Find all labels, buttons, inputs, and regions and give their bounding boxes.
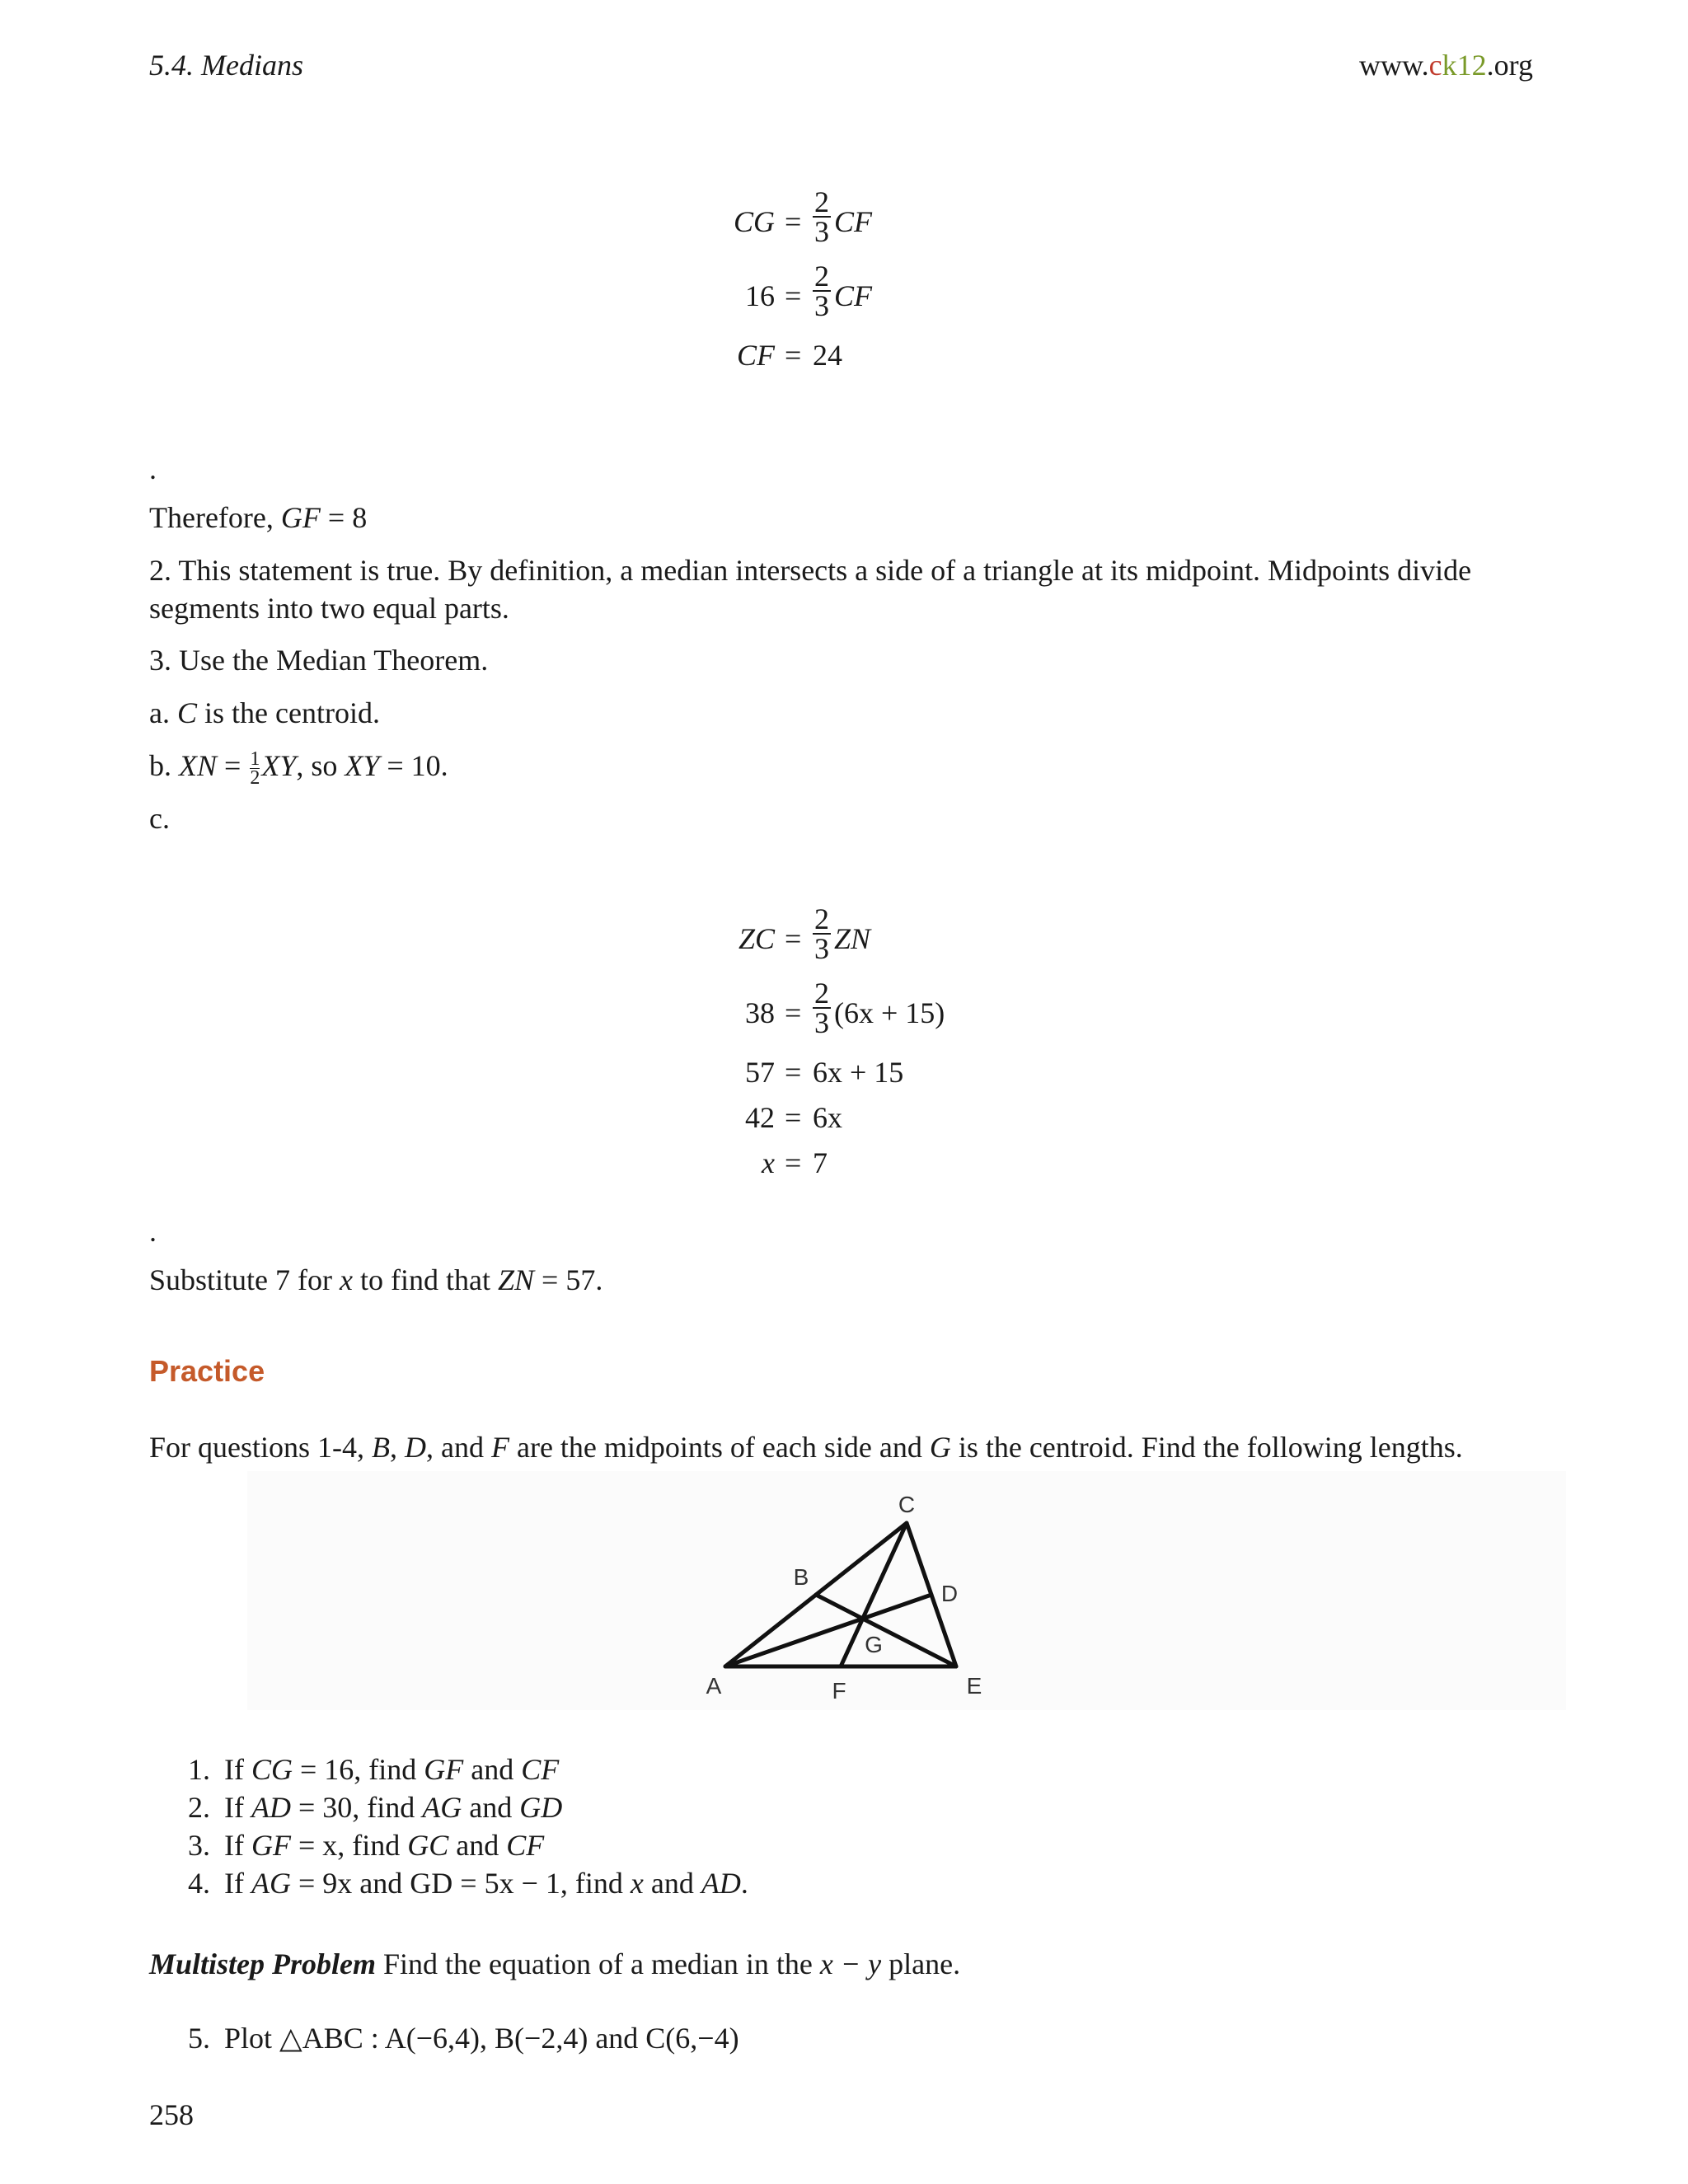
- page-number: 258: [149, 2098, 194, 2131]
- triangle-figure: [247, 1471, 1566, 1710]
- point-label-b: B: [793, 1564, 809, 1590]
- eq1-row1-rhs: CF: [834, 205, 873, 238]
- eq2-row4-rhs: 6x: [813, 1101, 842, 1134]
- eq1-row1-fraction: $\frac{2}{3}$: [814, 185, 829, 248]
- eq2-row1-equals: =: [785, 922, 802, 955]
- eq2-row2-equals: =: [785, 996, 802, 1029]
- substitute-line: Substitute 7 for x to find that ZN = 57.: [149, 1263, 603, 1296]
- practice-heading: Practice: [149, 1354, 265, 1388]
- question-5: 5. Plot △ABC : A(−6,4), B(−2,4) and C(6,−4): [188, 2022, 739, 2055]
- question-4: 4. If AG = 9x and GD = 5x − 1, find x and AD.: [188, 1867, 748, 1900]
- eq1-row2-fraction: $\frac{2}{3}$: [814, 260, 829, 322]
- eq2-row1-lhs: ZC: [738, 922, 775, 955]
- eq2-row5-rhs: 7: [813, 1146, 828, 1179]
- eq2-row5-lhs: x: [762, 1146, 775, 1179]
- eq2-row3-rhs: 6x + 15: [813, 1056, 904, 1089]
- triangle-diagram: [247, 1471, 1566, 1710]
- eq1-row1-equals: =: [785, 205, 802, 238]
- eq2-row2-rhs: (6x + 15): [834, 996, 945, 1029]
- site-url-c: c: [1428, 49, 1442, 82]
- answer-3c: c.: [149, 802, 170, 835]
- therefore-line: Therefore, GF = 8: [149, 501, 368, 534]
- answer-3: 3. Use the Median Theorem.: [149, 644, 489, 677]
- vertex-label-c: C: [898, 1492, 916, 1517]
- point-label-f: F: [832, 1678, 846, 1704]
- site-url-k12: k12: [1442, 49, 1487, 82]
- eq1-row2-rhs: CF: [834, 279, 873, 312]
- question-1: 1. If CG = 16, find GF and CF: [188, 1753, 560, 1786]
- median-a-d: [725, 1595, 931, 1666]
- site-url[interactable]: [1359, 48, 1533, 82]
- vertex-label-a: A: [706, 1673, 722, 1699]
- practice-intro: For questions 1-4, B, D, and F are the midpoints of each side and G is the centroid. Find the following lengths.: [149, 1431, 1463, 1464]
- eq2-row1-fraction: $\frac{2}{3}$: [814, 902, 829, 965]
- question-3: 3. If GF = x, find GC and CF: [188, 1829, 545, 1862]
- eq1-row3-lhs: CF: [736, 339, 775, 372]
- eq1-row3-equals: =: [785, 339, 802, 372]
- eq2-row5-equals: =: [785, 1146, 802, 1179]
- eq2-row3-equals: =: [785, 1056, 802, 1089]
- point-label-d: D: [940, 1581, 959, 1606]
- answer-3b: b. XN = $\frac{1}{2}XY$, so XY = 10.: [149, 748, 448, 790]
- triangle-outline: [725, 1523, 959, 1666]
- eq2-row2-lhs: 38: [745, 996, 775, 1029]
- dot-separator-1: .: [149, 452, 157, 485]
- eq2-row3-lhs: 57: [745, 1056, 775, 1089]
- answer-2: 2. This statement is true. By definition, a median intersects a side of a triangle at its midpoint. Midpoints divide segments into two equal parts.: [149, 554, 1472, 625]
- question-2: 2. If AD = 30, find AG and GD: [188, 1791, 563, 1824]
- section-header: 5.4. Medians: [149, 49, 303, 82]
- eq2-row4-lhs: 42: [745, 1101, 775, 1134]
- eq1-row3-rhs: 24: [813, 339, 842, 372]
- multistep-problem: Multistep Problem Find the equation of a median in the x − y plane.: [149, 1947, 961, 1980]
- answer-3b-fraction: $\frac{1}{2}$: [250, 748, 260, 790]
- site-url-prefix: www.: [1359, 49, 1429, 82]
- eq1-row2-lhs: 16: [745, 279, 775, 312]
- dot-separator-2: .: [149, 1215, 157, 1248]
- eq2-row1-rhs: ZN: [834, 922, 871, 955]
- site-url-suffix: .org: [1486, 49, 1533, 82]
- answer-3a: a. C is the centroid.: [149, 696, 380, 729]
- point-label-g: G: [865, 1632, 883, 1657]
- eq2-row2-fraction: $\frac{2}{3}$: [814, 977, 829, 1039]
- eq2-row4-equals: =: [785, 1101, 802, 1134]
- vertex-label-e: E: [966, 1673, 982, 1699]
- eq1-row1-lhs: CG: [733, 205, 775, 238]
- eq1-row2-equals: =: [785, 279, 802, 312]
